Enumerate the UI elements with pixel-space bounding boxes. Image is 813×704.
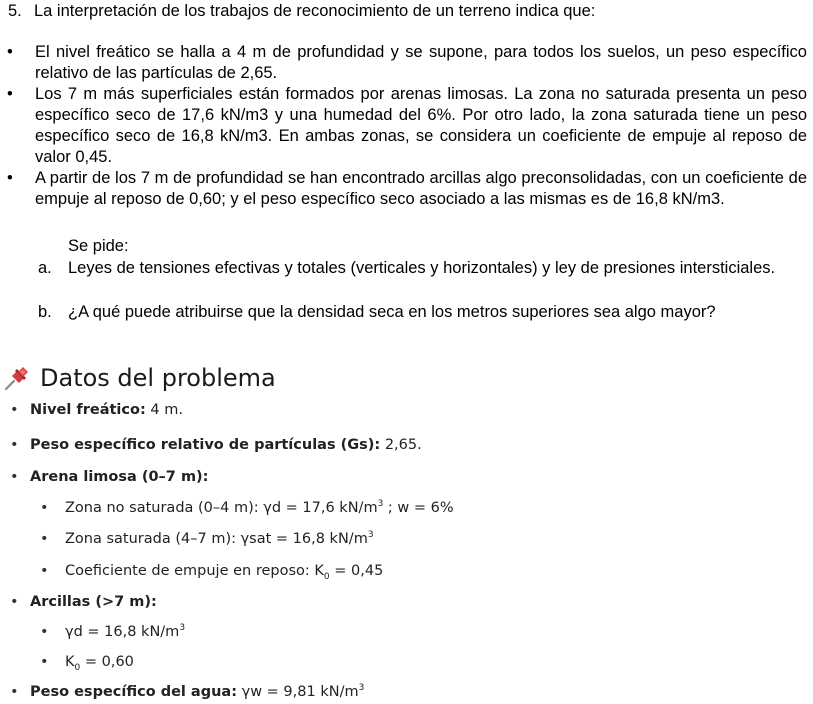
bullet-icon: • <box>40 500 49 516</box>
problem-number: 5. <box>8 2 22 20</box>
problem-intro: La interpretación de los trabajos de reconocimiento de un terreno indica que: <box>34 2 596 20</box>
request-text: ¿A qué puede atribuirse que la densidad seca en los metros superiores sea algo mayor? <box>68 303 716 321</box>
list-item <box>40 654 134 673</box>
se-pide-label: Se pide: <box>68 237 129 255</box>
problem-heading <box>8 1 595 22</box>
list-item <box>0 84 813 168</box>
exponent: 3 <box>358 683 365 693</box>
data-section-heading: Datos del problema <box>40 364 276 392</box>
bullet-text: Los 7 m más superficiales están formados por arenas limosas. La zona no saturada presenta un peso específico seco de 17,6 kN/m3 y una humedad del 6%. Por otro lado, la zona saturada tiene un peso específico seco de 16,8 kN/m3. En ambas zonas, se considera un coeficiente de empuje al reposo de valor 0,45. <box>35 85 807 166</box>
item-value: K <box>65 654 75 670</box>
bullet-icon: • <box>10 437 19 453</box>
exponent: 3 <box>367 530 374 540</box>
list-item <box>10 469 208 485</box>
item-value: γw = 9,81 kN/m <box>237 684 359 700</box>
request-letter: b. <box>38 303 52 321</box>
bullet-icon: • <box>7 85 13 103</box>
item-label: Arena limosa (0–7 m): <box>30 469 209 485</box>
list-item <box>0 42 813 84</box>
list-item <box>0 168 813 210</box>
item-label: Peso específico relativo de partículas (Gs): <box>30 437 381 453</box>
item-label: Peso específico del agua: <box>30 684 238 700</box>
bullet-icon: • <box>10 469 19 485</box>
list-item <box>40 563 383 582</box>
subscript: 0 <box>74 662 81 673</box>
pushpin-icon <box>2 363 32 393</box>
bullet-icon: • <box>7 43 13 61</box>
list-item <box>10 594 157 610</box>
exponent: 3 <box>377 499 384 509</box>
exponent: 3 <box>179 623 186 633</box>
item-label: Nivel freático: <box>30 402 146 418</box>
item-value: ; w = 6% <box>383 500 454 516</box>
list-item <box>40 531 374 547</box>
list-item <box>40 624 185 640</box>
item-value: 2,65. <box>384 437 422 453</box>
item-value: γd = 16,8 kN/m <box>65 624 180 640</box>
bullet-icon: • <box>10 594 19 610</box>
list-item <box>10 437 422 453</box>
subscript: 0 <box>323 571 330 582</box>
item-value: Coeficiente de empuje en reposo: K <box>65 563 324 579</box>
item-value: Zona saturada (4–7 m): γsat = 16,8 kN/m <box>65 531 368 547</box>
list-item <box>10 684 364 700</box>
data-section-title <box>2 361 276 395</box>
item-value: = 0,60 <box>80 654 134 670</box>
bullet-icon: • <box>10 402 19 418</box>
request-text: Leyes de tensiones efectivas y totales (verticales y horizontales) y ley de presiones intersticiales. <box>68 259 776 277</box>
bullet-text: El nivel freático se halla a 4 m de profundidad y se supone, para todos los suelos, un peso específico relativo de las partículas de 2,65. <box>35 43 807 82</box>
bullet-icon: • <box>7 169 13 187</box>
list-item <box>40 500 454 516</box>
list-item <box>10 402 183 418</box>
item-label: Arcillas (>7 m): <box>30 594 157 610</box>
bullet-text: A partir de los 7 m de profundidad se han encontrado arcillas algo preconsolidadas, con un coeficiente de empuje al reposo de 0,60; y el peso específico seco asociado a las mismas es de 16,8 kN/m3. <box>35 169 807 208</box>
item-value: = 0,45 <box>329 563 384 579</box>
bullet-icon: • <box>40 531 49 547</box>
bullet-icon: • <box>40 624 49 640</box>
bullet-icon: • <box>40 563 49 579</box>
request-letter: a. <box>38 259 52 277</box>
item-value: Zona no saturada (0–4 m): γd = 17,6 kN/m <box>65 500 378 516</box>
bullet-icon: • <box>10 684 19 700</box>
item-value: 4 m. <box>150 402 183 418</box>
statement-bullet-list <box>0 42 813 210</box>
bullet-icon: • <box>40 654 49 670</box>
